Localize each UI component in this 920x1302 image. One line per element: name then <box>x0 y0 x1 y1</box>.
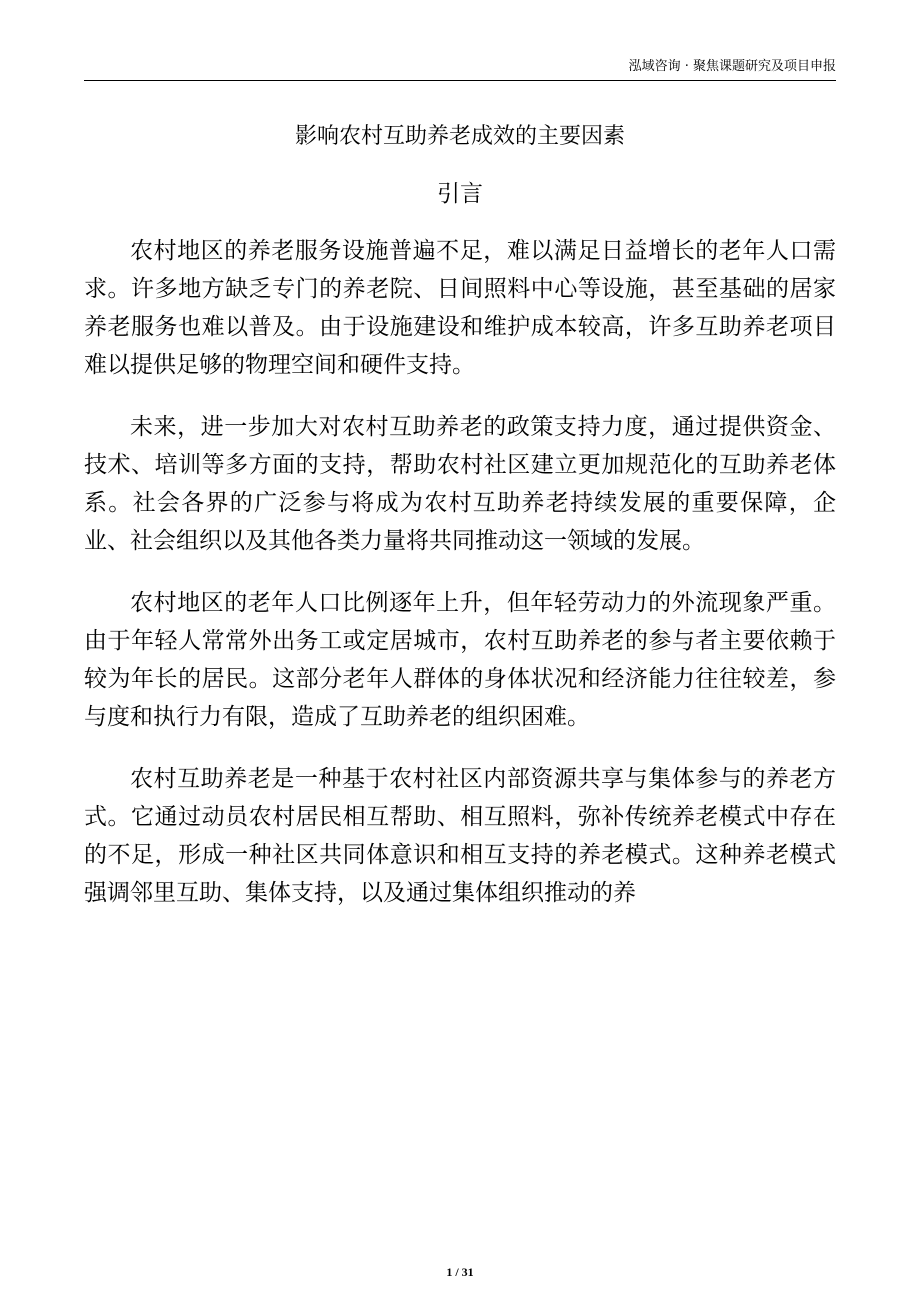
document-title: 影响农村互助养老成效的主要因素 <box>294 124 625 149</box>
section-heading-introduction: 引言 <box>437 181 483 207</box>
page-number: 1 / 31 <box>446 1265 474 1279</box>
paragraph: 农村地区的老年人口比例逐年上升，但年轻劳动力的外流现象严重。由于年轻人常常外出务工或定居城市，农村互助养老的参与者主要依赖于较为年长的居民。这部分老年人群体的身体状况和经济能力往往较差，参与度和执行力有限，造成了互助养老的组织困难。 <box>84 590 836 730</box>
page-header: 泓域咨询 · 聚焦课题研究及项目申报 <box>628 59 836 74</box>
paragraph: 未来，进一步加大对农村互助养老的政策支持力度，通过提供资金、技术、培训等多方面的支持，帮助农村社区建立更加规范化的互助养老体系。社会各界的广泛参与将成为农村互助养老持续发展的重要保障，企业、社会组织以及其他各类力量将共同推动这一领域的发展。 <box>84 414 836 554</box>
paragraph: 农村互助养老是一种基于农村社区内部资源共享与集体参与的养老方式。它通过动员农村居民相互帮助、相互照料，弥补传统养老模式中存在的不足，形成一种社区共同体意识和相互支持的养老模式。这种养老模式强调邻里互助、集体支持，以及通过集体组织推动的养 <box>84 766 836 906</box>
document-body <box>84 232 836 936</box>
header-divider <box>84 80 836 81</box>
paragraph: 农村地区的养老服务设施普遍不足，难以满足日益增长的老年人口需求。许多地方缺乏专门的养老院、日间照料中心等设施，甚至基础的居家养老服务也难以普及。由于设施建设和维护成本较高，许多互助养老项目难以提供足够的物理空间和硬件支持。 <box>84 238 836 378</box>
